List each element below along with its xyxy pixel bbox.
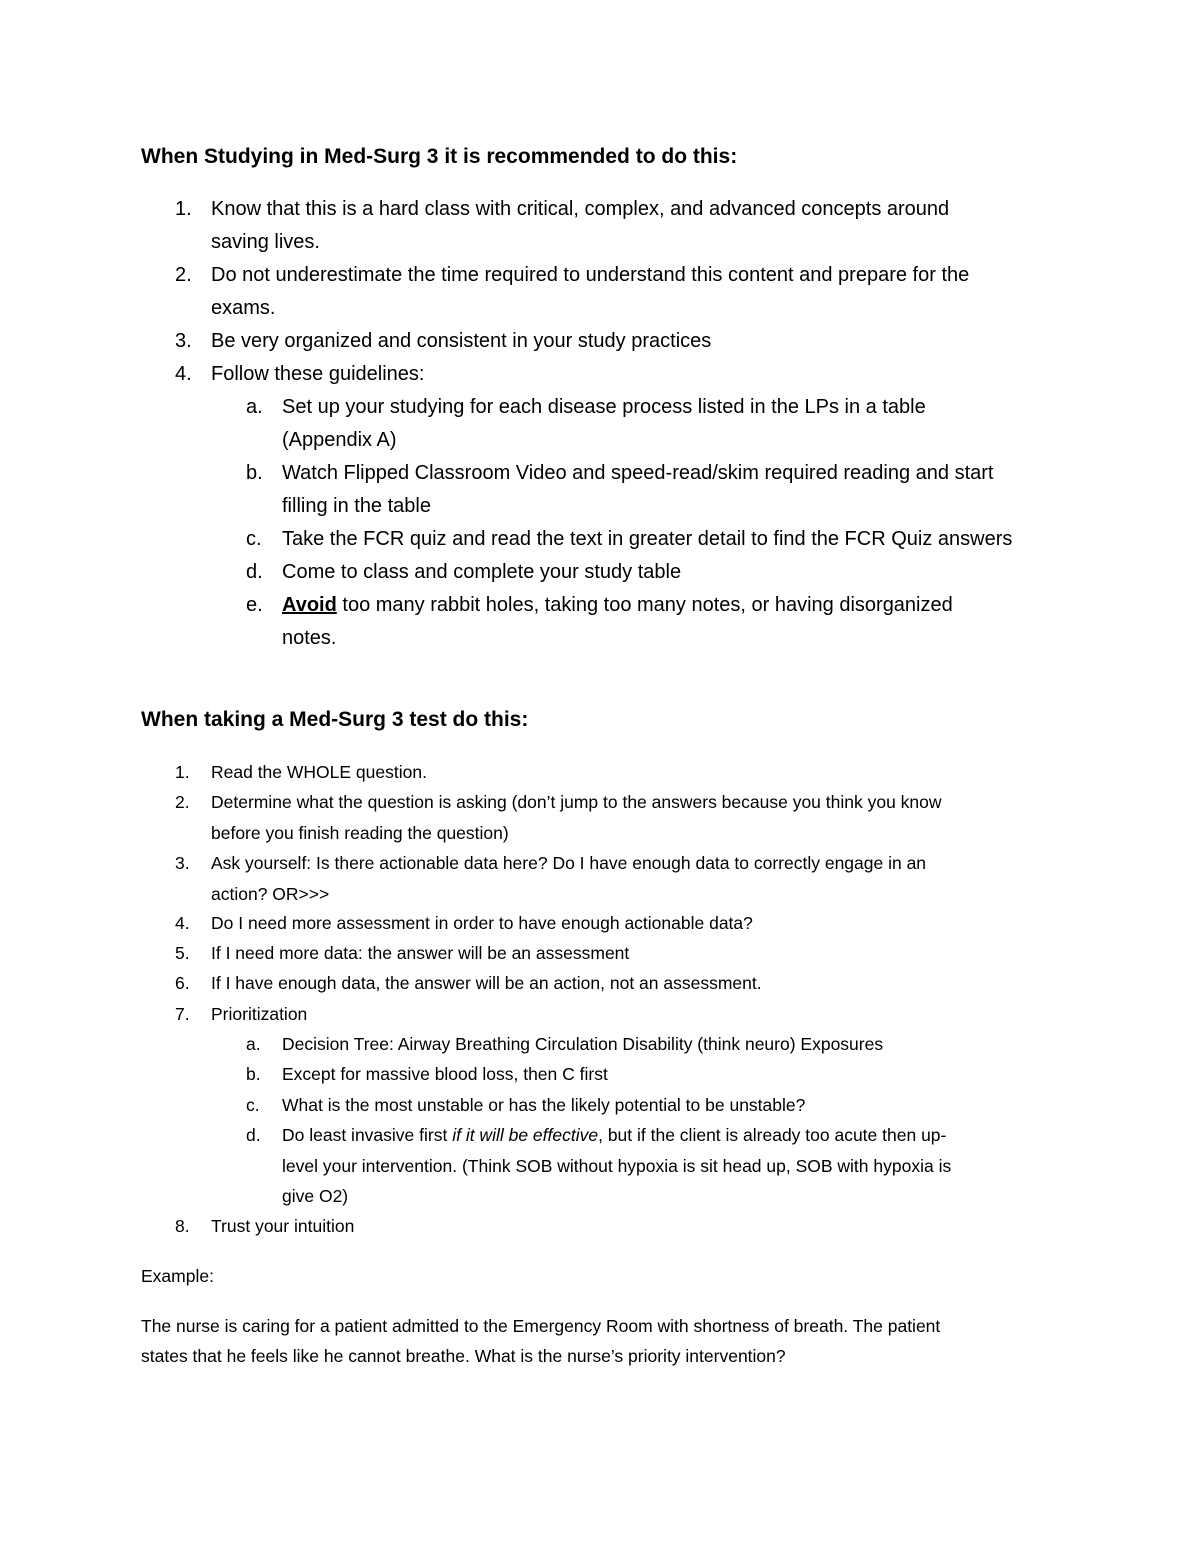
list-item-text	[211, 908, 753, 939]
section2-heading: When taking a Med-Surg 3 test do this:	[141, 708, 529, 731]
list-marker: d.	[246, 1125, 261, 1145]
list-marker: e.	[246, 594, 263, 616]
list-item-text	[211, 999, 307, 1030]
list-item-text	[211, 938, 629, 969]
section1-heading: When Studying in Med-Surg 3 it is recommended to do this:	[141, 145, 738, 168]
list-marker: 1.	[175, 198, 192, 220]
text-line: Know that this is a hard class with critical, complex, and advanced concepts around	[211, 198, 950, 220]
emphasis-avoid: Avoid	[282, 594, 337, 616]
list-item-text	[282, 1059, 608, 1090]
example-label: Example:	[141, 1266, 214, 1286]
list-item-text	[211, 968, 762, 999]
text-line: Determine what the question is asking (don’t jump to the answers because you think you know	[211, 792, 942, 812]
text-line: The nurse is caring for a patient admitted to the Emergency Room with shortness of breath. The patient	[141, 1316, 941, 1336]
list-item-text	[282, 1029, 883, 1060]
list-item-text	[282, 523, 1012, 556]
text-line: Watch Flipped Classroom Video and speed-read/skim required reading and start	[282, 462, 994, 484]
text-line: filling in the table	[282, 495, 431, 517]
list-item-text	[282, 1090, 805, 1121]
text-line: Ask yourself: Is there actionable data here? Do I have enough data to correctly engage in an	[211, 853, 927, 873]
list-item-text	[211, 757, 427, 788]
list-item-text	[211, 325, 711, 358]
list-marker: d.	[246, 561, 263, 583]
text-line: If I have enough data, the answer will be an action, not an assessment.	[211, 973, 762, 993]
text-line: Do not underestimate the time required to understand this content and prepare for the	[211, 264, 970, 286]
text-line: What is the most unstable or has the likely potential to be unstable?	[282, 1095, 806, 1115]
list-marker: 2.	[175, 792, 190, 812]
list-marker: 4.	[175, 913, 190, 933]
text-line: Read the WHOLE question.	[211, 762, 427, 782]
list-marker: b.	[246, 462, 263, 484]
list-marker: b.	[246, 1064, 261, 1084]
text-line: before you finish reading the question)	[211, 822, 509, 843]
list-marker: 7.	[175, 1004, 190, 1024]
list-item-text	[282, 556, 681, 589]
text-line: Do I need more assessment in order to have enough actionable data?	[211, 913, 753, 933]
list-item-text	[282, 391, 926, 457]
list-item-text	[282, 589, 953, 655]
text-line: Take the FCR quiz and read the text in greater detail to find the FCR Quiz answers	[282, 528, 1013, 550]
list-marker: a.	[246, 396, 263, 418]
text-line: Trust your intuition	[211, 1216, 355, 1236]
text-line: Decision Tree: Airway Breathing Circulation Disability (think neuro) Exposures	[282, 1034, 884, 1054]
text-line: If I need more data: the answer will be an assessment	[211, 943, 630, 963]
list-marker: 5.	[175, 943, 190, 963]
list-marker: 2.	[175, 264, 192, 286]
text-fragment: , but if the client is already too acute then up-	[598, 1125, 947, 1145]
text-line	[282, 1120, 951, 1151]
text-line: Follow these guidelines:	[211, 363, 425, 385]
text-line: level your intervention. (Think SOB without hypoxia is sit head up, SOB with hypoxia is	[282, 1155, 952, 1176]
list-marker: c.	[246, 1095, 260, 1115]
text-line: Except for massive blood loss, then C first	[282, 1064, 608, 1084]
text-line: Come to class and complete your study table	[282, 561, 682, 583]
list-item-text	[282, 457, 993, 523]
list-marker: 3.	[175, 853, 190, 873]
text-line: action? OR>>>	[211, 883, 330, 904]
text-line: Set up your studying for each disease process listed in the LPs in a table	[282, 396, 926, 418]
list-marker: 3.	[175, 330, 192, 352]
text-line: states that he feels like he cannot breathe. What is the nurse’s priority intervention?	[141, 1346, 786, 1366]
text-line: notes.	[282, 627, 337, 649]
list-marker: 6.	[175, 973, 190, 993]
list-marker: 8.	[175, 1216, 190, 1236]
text-line: Prioritization	[211, 1004, 308, 1024]
list-item-text	[282, 1120, 951, 1212]
list-marker: 4.	[175, 363, 192, 385]
text-line: give O2)	[282, 1186, 349, 1206]
italic-fragment: if it will be effective	[452, 1125, 599, 1145]
list-item-text	[211, 358, 424, 391]
list-marker: a.	[246, 1034, 261, 1054]
list-marker: c.	[246, 528, 262, 550]
list-marker: 1.	[175, 762, 190, 782]
list-item-text	[211, 1211, 354, 1242]
text-line: (Appendix A)	[282, 429, 397, 451]
text-line: Be very organized and consistent in your study practices	[211, 330, 712, 352]
text-line: exams.	[211, 297, 276, 319]
text-line	[282, 589, 953, 622]
list-item-text	[211, 848, 926, 909]
list-item-text	[211, 193, 949, 259]
list-item-text	[211, 259, 969, 325]
text-fragment: too many rabbit holes, taking too many notes, or having disorganized	[336, 594, 953, 616]
example-paragraph	[141, 1311, 940, 1371]
list-item-text	[211, 787, 942, 848]
text-fragment: Do least invasive first	[282, 1125, 453, 1145]
text-line: saving lives.	[211, 231, 320, 253]
